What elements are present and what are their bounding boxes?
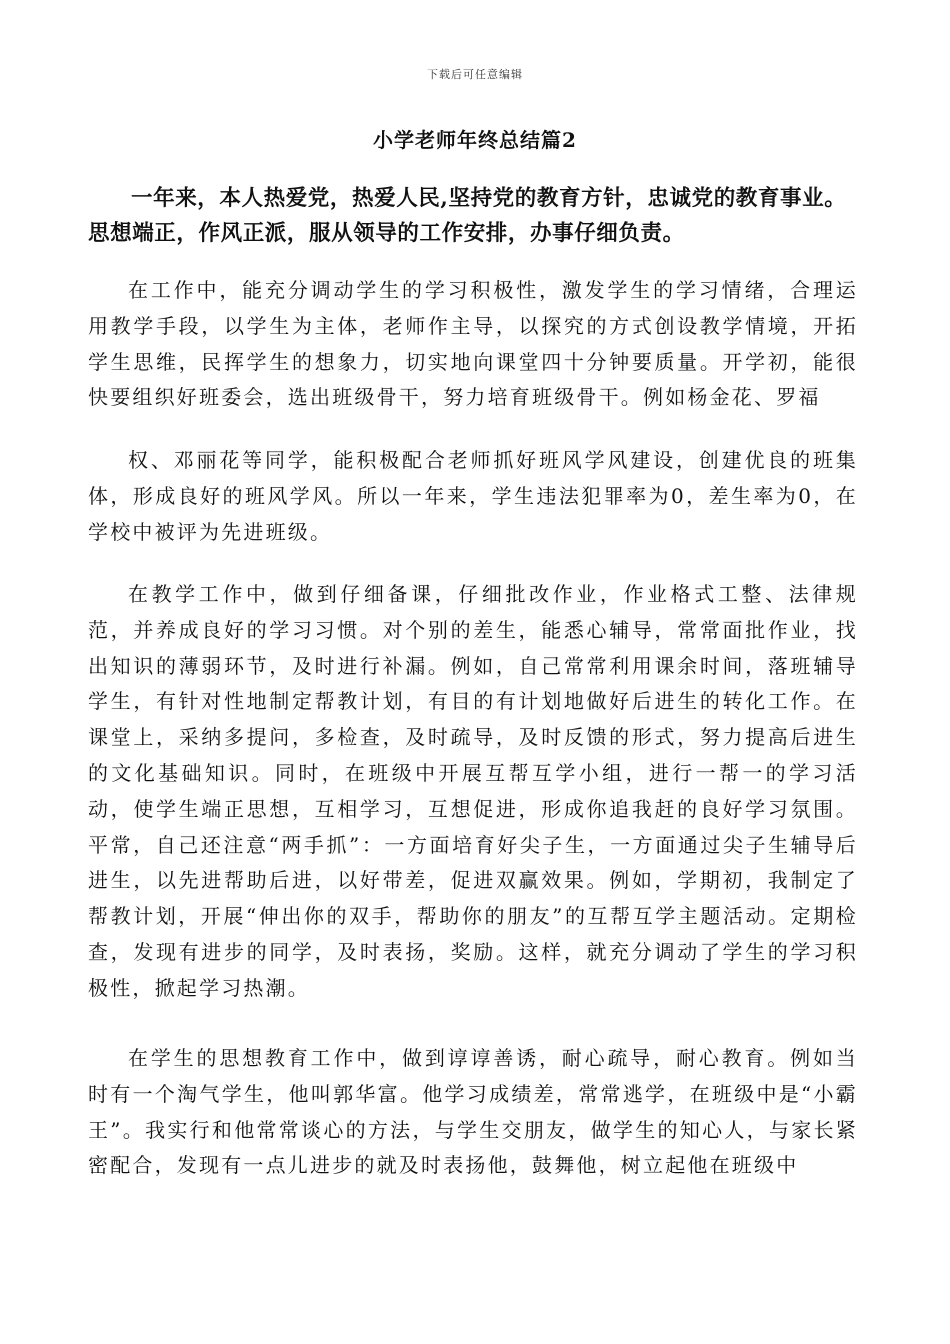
body-paragraph: 在教学工作中，做到仔细备课，仔细批改作业，作业格式工整、法律规范，并养成良好的学习习惯。对个别的差生，能悉心辅导，常常面批作业，找出知识的薄弱环节，及时进行补漏。例如，自己常常利用课余时间，落班辅导学生，有针对性地制定帮教计划，有目的有计划地做好后进生的转化工作。在课堂上，采纳多提问，多检查，及时疏导，及时反馈的形式，努力提高后进生的文化基础知识。同时，在班级中开展互帮互学小组，进行一帮一的学习活动，使学生端正思想，互相学习，互想促进，形成你追我赶的良好学习氛围。平常，自己还注意“两手抓”：一方面培育好尖子生，一方面通过尖子生辅导后进生，以先进帮助后进，以好带差，促进双赢效果。例如，学期初，我制定了帮教计划，开展“伸出你的双手，帮助你的朋友”的互帮互学主题活动。定期检查，发现有进步的同学，及时表扬，奖励。这样，就充分调动了学生的学习积极性，掀起学习热潮。 <box>88 582 858 1000</box>
body-paragraph: 权、邓丽花等同学，能积极配合老师抓好班风学风建设，创建优良的班集体，形成良好的班风学风。所以一年来，学生违法犯罪率为0，差生率为0，在学校中被评为先进班级。 <box>88 448 858 544</box>
lead-paragraph: 一年来，本人热爱党，热爱人民,坚持党的教育方针，忠诚党的教育事业。思想端正，作风正派，服从领导的工作安排，办事仔细负责。 <box>88 186 847 246</box>
header-note: 下载后可任意编辑 <box>427 68 523 81</box>
body-paragraph: 在学生的思想教育工作中，做到谆谆善诱，耐心疏导，耐心教育。例如当时有一个淘气学生，他叫郭华富。他学习成绩差，常常逃学，在班级中是“小霸王”。我实行和他常常谈心的方法，与学生交朋友，做学生的知心人，与家长紧密配合，发现有一点儿进步的就及时表扬他，鼓舞他，树立起他在班级中 <box>88 1046 858 1178</box>
body-paragraph: 在工作中，能充分调动学生的学习积极性，激发学生的学习情绪，合理运用教学手段，以学生为主体，老师作主导，以探究的方式创设教学情境，开拓学生思维，民挥学生的想象力，切实地向课堂四十分钟要质量。开学初，能很快要组织好班委会，选出班级骨干，努力培育班级骨干。例如杨金花、罗福 <box>88 278 858 410</box>
document-title: 小学老师年终总结篇2 <box>373 128 577 152</box>
